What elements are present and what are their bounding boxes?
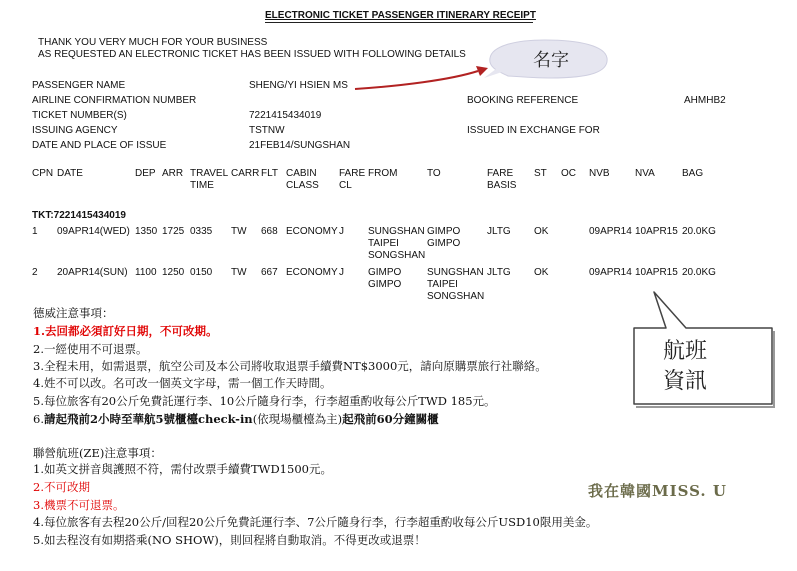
seg-cpn: 2 xyxy=(32,267,38,278)
passenger-name-label: PASSENGER NAME xyxy=(32,80,126,91)
notes-item-6-part-b: (依現場櫃檯為主) xyxy=(252,412,343,426)
seg-cabin: ECONOMY xyxy=(286,226,338,237)
col-cabin: CABIN xyxy=(286,168,317,179)
col-st: ST xyxy=(534,168,547,179)
date-place-label: DATE AND PLACE OF ISSUE xyxy=(32,140,167,151)
intro-line-1: THANK YOU VERY MUCH FOR YOUR BUSINESS xyxy=(38,37,268,48)
airline-conf-label: AIRLINE CONFIRMATION NUMBER xyxy=(32,95,197,106)
ze-item: 5.如去程沒有如期搭乘(NO SHOW)，則回程將自動取消。不得更改或退票！ xyxy=(33,533,426,547)
col-nvb: NVB xyxy=(589,168,610,179)
seg-date: 20APR14(SUN) xyxy=(57,267,128,278)
col-from: FROM xyxy=(368,168,398,179)
ze-heading: 聯營航班(ZE)注意事項： xyxy=(33,446,162,460)
col-bag: BAG xyxy=(682,168,704,179)
seg-cpn: 1 xyxy=(32,226,38,237)
receipt-title: ELECTRONIC TICKET PASSENGER ITINERARY RECEIPT xyxy=(265,10,536,21)
col-arr: ARR xyxy=(162,168,184,179)
tkt-label: TKT:7221415434019 xyxy=(32,210,126,221)
col-fare-basis-2: BASIS xyxy=(487,180,517,191)
seg-flt: 668 xyxy=(261,226,278,237)
seg-arr: 1725 xyxy=(162,226,185,237)
seg-nvb: 09APR14 xyxy=(589,267,632,278)
seg-flt: 667 xyxy=(261,267,278,278)
arrow-icon xyxy=(350,60,500,95)
col-flt: FLT xyxy=(261,168,279,179)
notes-item: 1.去回都必須訂好日期，不可改期。 xyxy=(33,324,218,338)
intro-line-2: AS REQUESTED AN ELECTRONIC TICKET HAS BEEN ISSUED WITH FOLLOWING DETAILS xyxy=(38,49,466,60)
seg-date: 09APR14(WED) xyxy=(57,226,130,237)
seg-carr: TW xyxy=(231,267,247,278)
notes-item: 5.每位旅客有20公斤免費託運行李、10公斤隨身行李，行李超重酌收每公斤TWD 185元。 xyxy=(33,394,496,408)
col-fare-basis: FARE xyxy=(487,168,514,179)
ze-item: 3.機票不可退票。 xyxy=(33,498,125,512)
notes-item-6-number: 6. xyxy=(33,412,44,426)
seg-cabin: ECONOMY xyxy=(286,267,338,278)
notes-item-6-part-a: 請起飛前2小時至華航5號櫃檯check-in xyxy=(43,412,253,426)
callout-flight-line-2: 資訊 xyxy=(663,369,708,394)
seg-cl: J xyxy=(339,226,344,237)
seg-st: OK xyxy=(534,267,549,278)
seg-to-1: SUNGSHAN xyxy=(427,267,484,278)
notes-item: 2.一經使用不可退票。 xyxy=(33,342,148,356)
ze-item: 2.不可改期 xyxy=(33,480,90,494)
seg-from-2: TAIPEI xyxy=(368,238,399,249)
seg-nva: 10APR15 xyxy=(635,226,678,237)
date-place: 21FEB14/SUNGSHAN xyxy=(249,140,351,151)
callout-flight-line-1: 航班 xyxy=(663,339,708,364)
seg-nvb: 09APR14 xyxy=(589,226,632,237)
seg-st: OK xyxy=(534,226,549,237)
col-cpn: CPN xyxy=(32,168,54,179)
title-underline xyxy=(265,22,533,23)
col-nva: NVA xyxy=(635,168,655,179)
seg-to-2: GIMPO xyxy=(427,238,461,249)
seg-basis: JLTG xyxy=(487,226,511,237)
col-travel: TRAVEL xyxy=(190,168,229,179)
ze-item: 1.如英文拼音與護照不符，需付改票手續費TWD1500元。 xyxy=(33,462,332,476)
seg-from-2: GIMPO xyxy=(368,279,402,290)
issuing-agency: TSTNW xyxy=(249,125,285,136)
col-carr: CARR xyxy=(231,168,260,179)
col-fare-cl-2: CL xyxy=(339,180,352,191)
seg-time: 0335 xyxy=(190,226,213,237)
col-oc: OC xyxy=(561,168,576,179)
notes-item-6 xyxy=(33,410,439,428)
seg-bag: 20.0KG xyxy=(682,267,716,278)
col-dep: DEP xyxy=(135,168,156,179)
seg-from-3: SONGSHAN xyxy=(368,250,426,261)
seg-from-1: SUNGSHAN xyxy=(368,226,425,237)
col-fare-cl: FARE xyxy=(339,168,366,179)
seg-to-2: TAIPEI xyxy=(427,279,458,290)
seg-to-3: SONGSHAN xyxy=(427,291,485,302)
col-travel-2: TIME xyxy=(190,180,214,191)
notes-item: 3.全程未用，如需退票，航空公司及本公司將收取退票手續費NT$3000元，請向原購票旅行社聯絡。 xyxy=(33,359,547,373)
notes-item: 4.姓不可以改。名可改一個英文字母，需一個工作天時間。 xyxy=(33,376,332,390)
notes-heading: 德威注意事項： xyxy=(33,306,114,320)
seg-to-1: GIMPO xyxy=(427,226,461,237)
ze-item: 4.每位旅客有去程20公斤/回程20公斤免費託運行李、7公斤隨身行李，行李超重酌收每公斤USD10限用美金。 xyxy=(33,515,598,529)
issued-exchange-label: ISSUED IN EXCHANGE FOR xyxy=(467,125,600,136)
passenger-name: SHENG/YI HSIEN MS xyxy=(249,80,348,91)
seg-nva: 10APR15 xyxy=(635,267,678,278)
notes-item-6-part-c: 起飛前60分鐘關櫃 xyxy=(342,412,439,426)
seg-dep: 1100 xyxy=(135,267,157,278)
seg-bag: 20.0KG xyxy=(682,226,716,237)
callout-name-text: 名字 xyxy=(533,50,569,71)
seg-time: 0150 xyxy=(190,267,213,278)
issuing-agency-label: ISSUING AGENCY xyxy=(32,125,118,136)
seg-cl: J xyxy=(339,267,344,278)
col-to: TO xyxy=(427,168,441,179)
ticket-number: 7221415434019 xyxy=(249,110,322,121)
seg-basis: JLTG xyxy=(487,267,511,278)
watermark: 我在韓國MISS. U xyxy=(588,482,727,500)
seg-carr: TW xyxy=(231,226,247,237)
seg-dep: 1350 xyxy=(135,226,158,237)
col-date: DATE xyxy=(57,168,83,179)
booking-ref-label: BOOKING REFERENCE xyxy=(467,95,579,106)
seg-arr: 1250 xyxy=(162,267,185,278)
ticket-numbers-label: TICKET NUMBER(S) xyxy=(32,110,127,121)
seg-from-1: GIMPO xyxy=(368,267,402,278)
col-cabin-2: CLASS xyxy=(286,180,319,191)
booking-ref: AHMHB2 xyxy=(684,95,726,106)
